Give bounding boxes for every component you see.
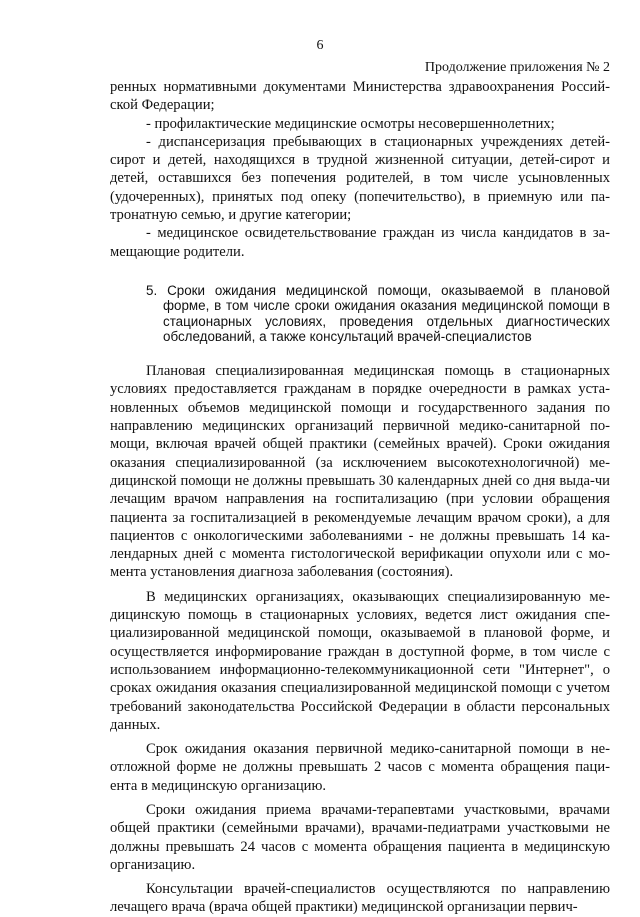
paragraph: В медицинских организациях, оказывающих специализированную ме-дицинскую помощь в стационарных условиях, ведется лист ожидания спе-циализированной медицинской помощи, оказываемой в плановой форме, и осуществляется информирование граждан в доступной форме, в том числе с использованием информационно-телекоммуникационной сети "Интернет", о сроках ожидания оказания специализированной медицинской помощи с учетом требований законодательства Российской Федерации в области персональных данных. xyxy=(110,588,610,733)
paragraph: Плановая специализированная медицинская помощь в стационарных условиях предоставляется гражданам в порядке очередности в рамках уста-новленных объемов медицинской помощи и государственного задания по направлению медицинских организаций первичной медико-санитарной по-мощи, включая врачей общей практики (семейных врачей). Сроки ожидания оказания специализированной (за исключением высокотехнологичной) ме-дицинской помощи не должны превышать 30 календарных дней со дня выда-чи лечащим врачом направления на госпитализацию (при условии обращения пациента за госпитализацией в рекомендуемые лечащим врачом сроки), а для пациентов с онкологическими заболеваниями - не должны превышать 14 ка-лендарных дней с момента гистологической верификации опухоли или с мо-мента установления диагноза заболевания (состояния). xyxy=(110,363,610,581)
list-item: - медицинское освидетельствование граждан из числа кандидатов в за-мещающие родители. xyxy=(110,225,610,260)
body-text xyxy=(110,78,610,917)
paragraph: Сроки ожидания приема врачами-терапевтами участковыми, врачами общей практики (семейными врачами), врачами-педиатрами участковыми не должны превышать 24 часов с момента обращения пациента в медицинскую организацию. xyxy=(110,801,610,873)
paragraph: Консультации врачей-специалистов осуществляются по направлению лечащего врача (врача общей практики) медицинской организации первич- xyxy=(110,881,610,916)
paragraph: Срок ожидания оказания первичной медико-санитарной помощи в не-отложной форме не должны превышать 2 часов с момента обращения паци-ента в медицинскую организацию. xyxy=(110,741,610,794)
list-item: - профилактические медицинские осмотры несовершеннолетних; xyxy=(146,115,555,132)
appendix-label: Продолжение приложения № 2 xyxy=(424,60,610,75)
list-item: - диспансеризация пребывающих в стационарных учреждениях детей-сирот и детей, находящихся в трудной жизненной ситуации, детей-сирот и детей, оставшихся без попечения родителей, в том числе усыновленных (удочеренных), принятых под опеку (попечительство), в приемную или па-тронатную семью, и другие категории; xyxy=(110,133,610,224)
section-heading: 5. Сроки ожидания медицинской помощи, оказываемой в плановой форме, в том числе сроки ожидания оказания медицинской помощи в стационарных условиях, проведения отдельных диагностических обследований, а также консультаций врачей-специалистов xyxy=(146,282,610,344)
intro-continuation: ренных нормативными документами Министерства здравоохранения Россий-ской Федерации; xyxy=(110,79,610,114)
page-number: 6 xyxy=(316,38,324,53)
